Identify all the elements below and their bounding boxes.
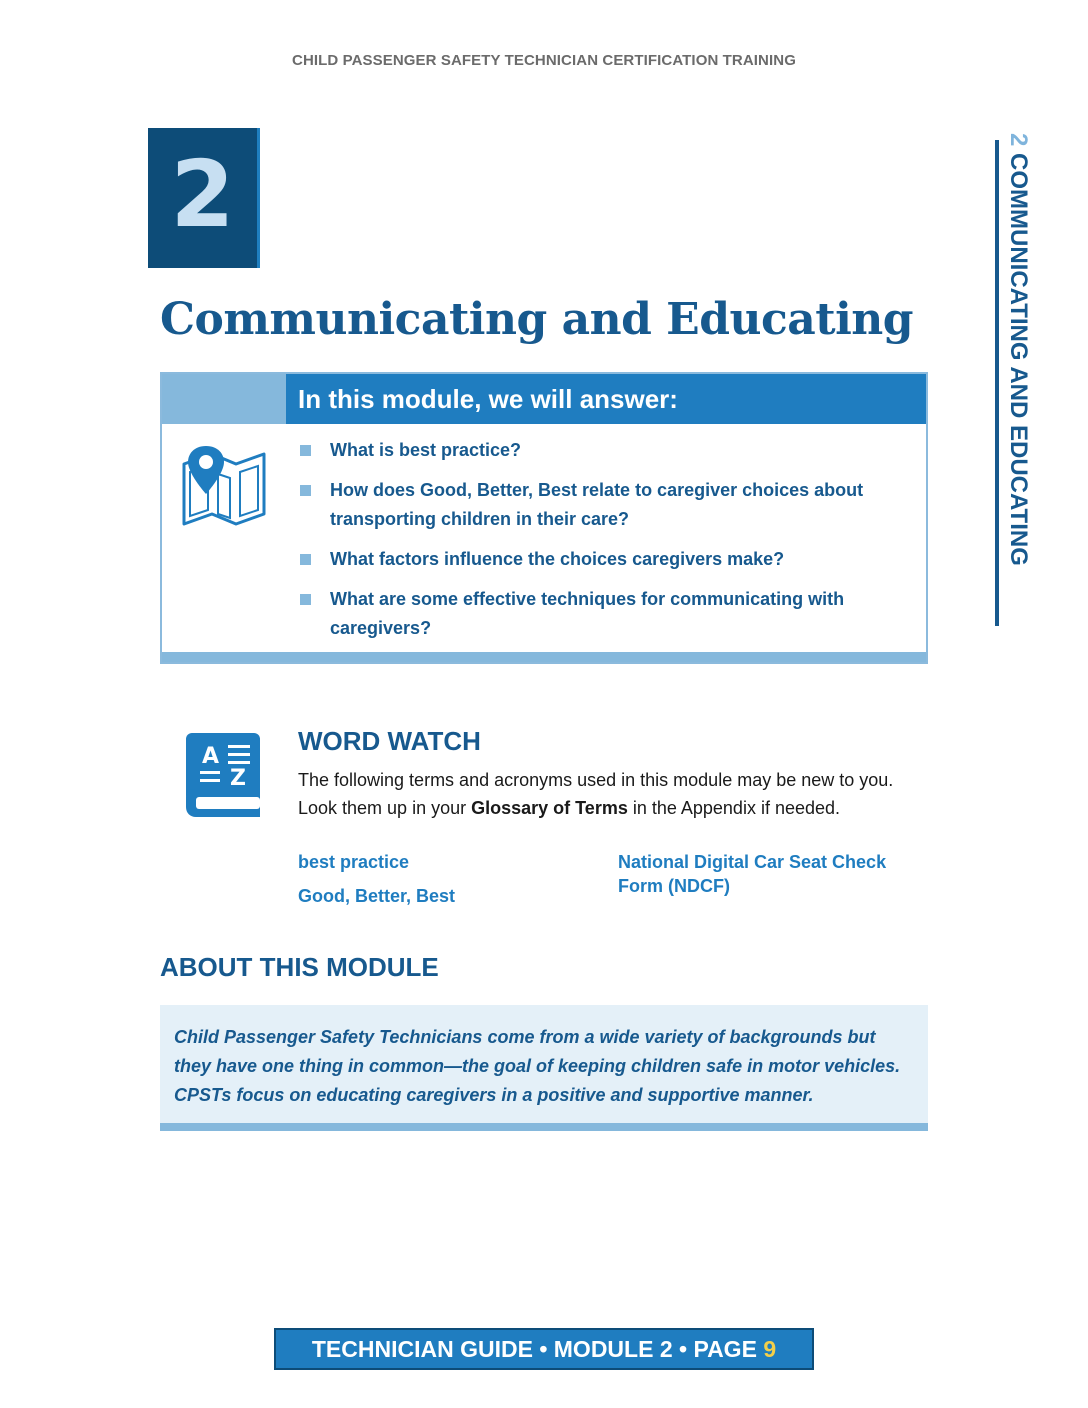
module-questions-box: [160, 372, 928, 664]
list-item: What are some effective techniques for communicating with caregivers?: [298, 585, 898, 643]
term-best-practice: best practice: [298, 852, 410, 872]
module-number-box: [148, 128, 260, 268]
about-text: Child Passenger Safety Technicians come from a wide variety of backgrounds but they have one thing in common—the goal of keeping children safe in motor vehicles. CPSTs focus on educating caregivers in a positive and supportive manner.: [160, 1005, 928, 1131]
about-title: ABOUT THIS MODULE: [160, 952, 439, 982]
list-item: What is best practice?: [298, 436, 898, 465]
list-item: What factors influence the choices caregivers make?: [298, 545, 898, 574]
page-number: 9: [763, 1336, 777, 1362]
questions-box-bottom-bar: [162, 652, 926, 662]
svg-text:A: A: [202, 744, 220, 769]
word-watch-title: WORD WATCH: [298, 726, 481, 756]
list-item: How does Good, Better, Best relate to caregiver choices about transporting children in their care?: [298, 476, 898, 534]
glossary-book-icon: [186, 733, 262, 819]
questions-list: [298, 436, 898, 654]
bullet-square-icon: [300, 594, 311, 605]
glossary-reference: Glossary of Terms: [471, 798, 628, 818]
page-footer: [274, 1328, 814, 1370]
bullet-square-icon: [300, 554, 311, 565]
term-ndcf: National Digital Car Seat Check Form (NDCF): [618, 852, 887, 896]
svg-text:Z: Z: [230, 766, 246, 791]
map-pin-icon: [178, 440, 270, 532]
module-number: 2: [170, 141, 235, 248]
side-tab-divider: [995, 140, 999, 626]
word-watch-text: The following terms and acronyms used in this module may be new to you. Look them up in your Glossary of Terms in the Appendix if needed.: [298, 770, 894, 818]
page-title: Communicating and Educating: [160, 294, 914, 345]
questions-heading: In this module, we will answer:: [286, 374, 926, 424]
running-header: CHILD PASSENGER SAFETY TECHNICIAN CERTIFICATION TRAINING: [292, 52, 796, 69]
side-tab: [1004, 133, 1032, 566]
term-good-better-best: Good, Better, Best: [298, 886, 456, 906]
bullet-square-icon: [300, 485, 311, 496]
footer-label: TECHNICIAN GUIDE • MODULE 2 • PAGE: [311, 1336, 764, 1362]
bullet-square-icon: [300, 445, 311, 456]
side-tab-label: COMMUNICATING AND EDUCATING: [1005, 153, 1032, 566]
questions-header-accent: [162, 374, 286, 424]
side-tab-number: 2: [1005, 133, 1032, 147]
